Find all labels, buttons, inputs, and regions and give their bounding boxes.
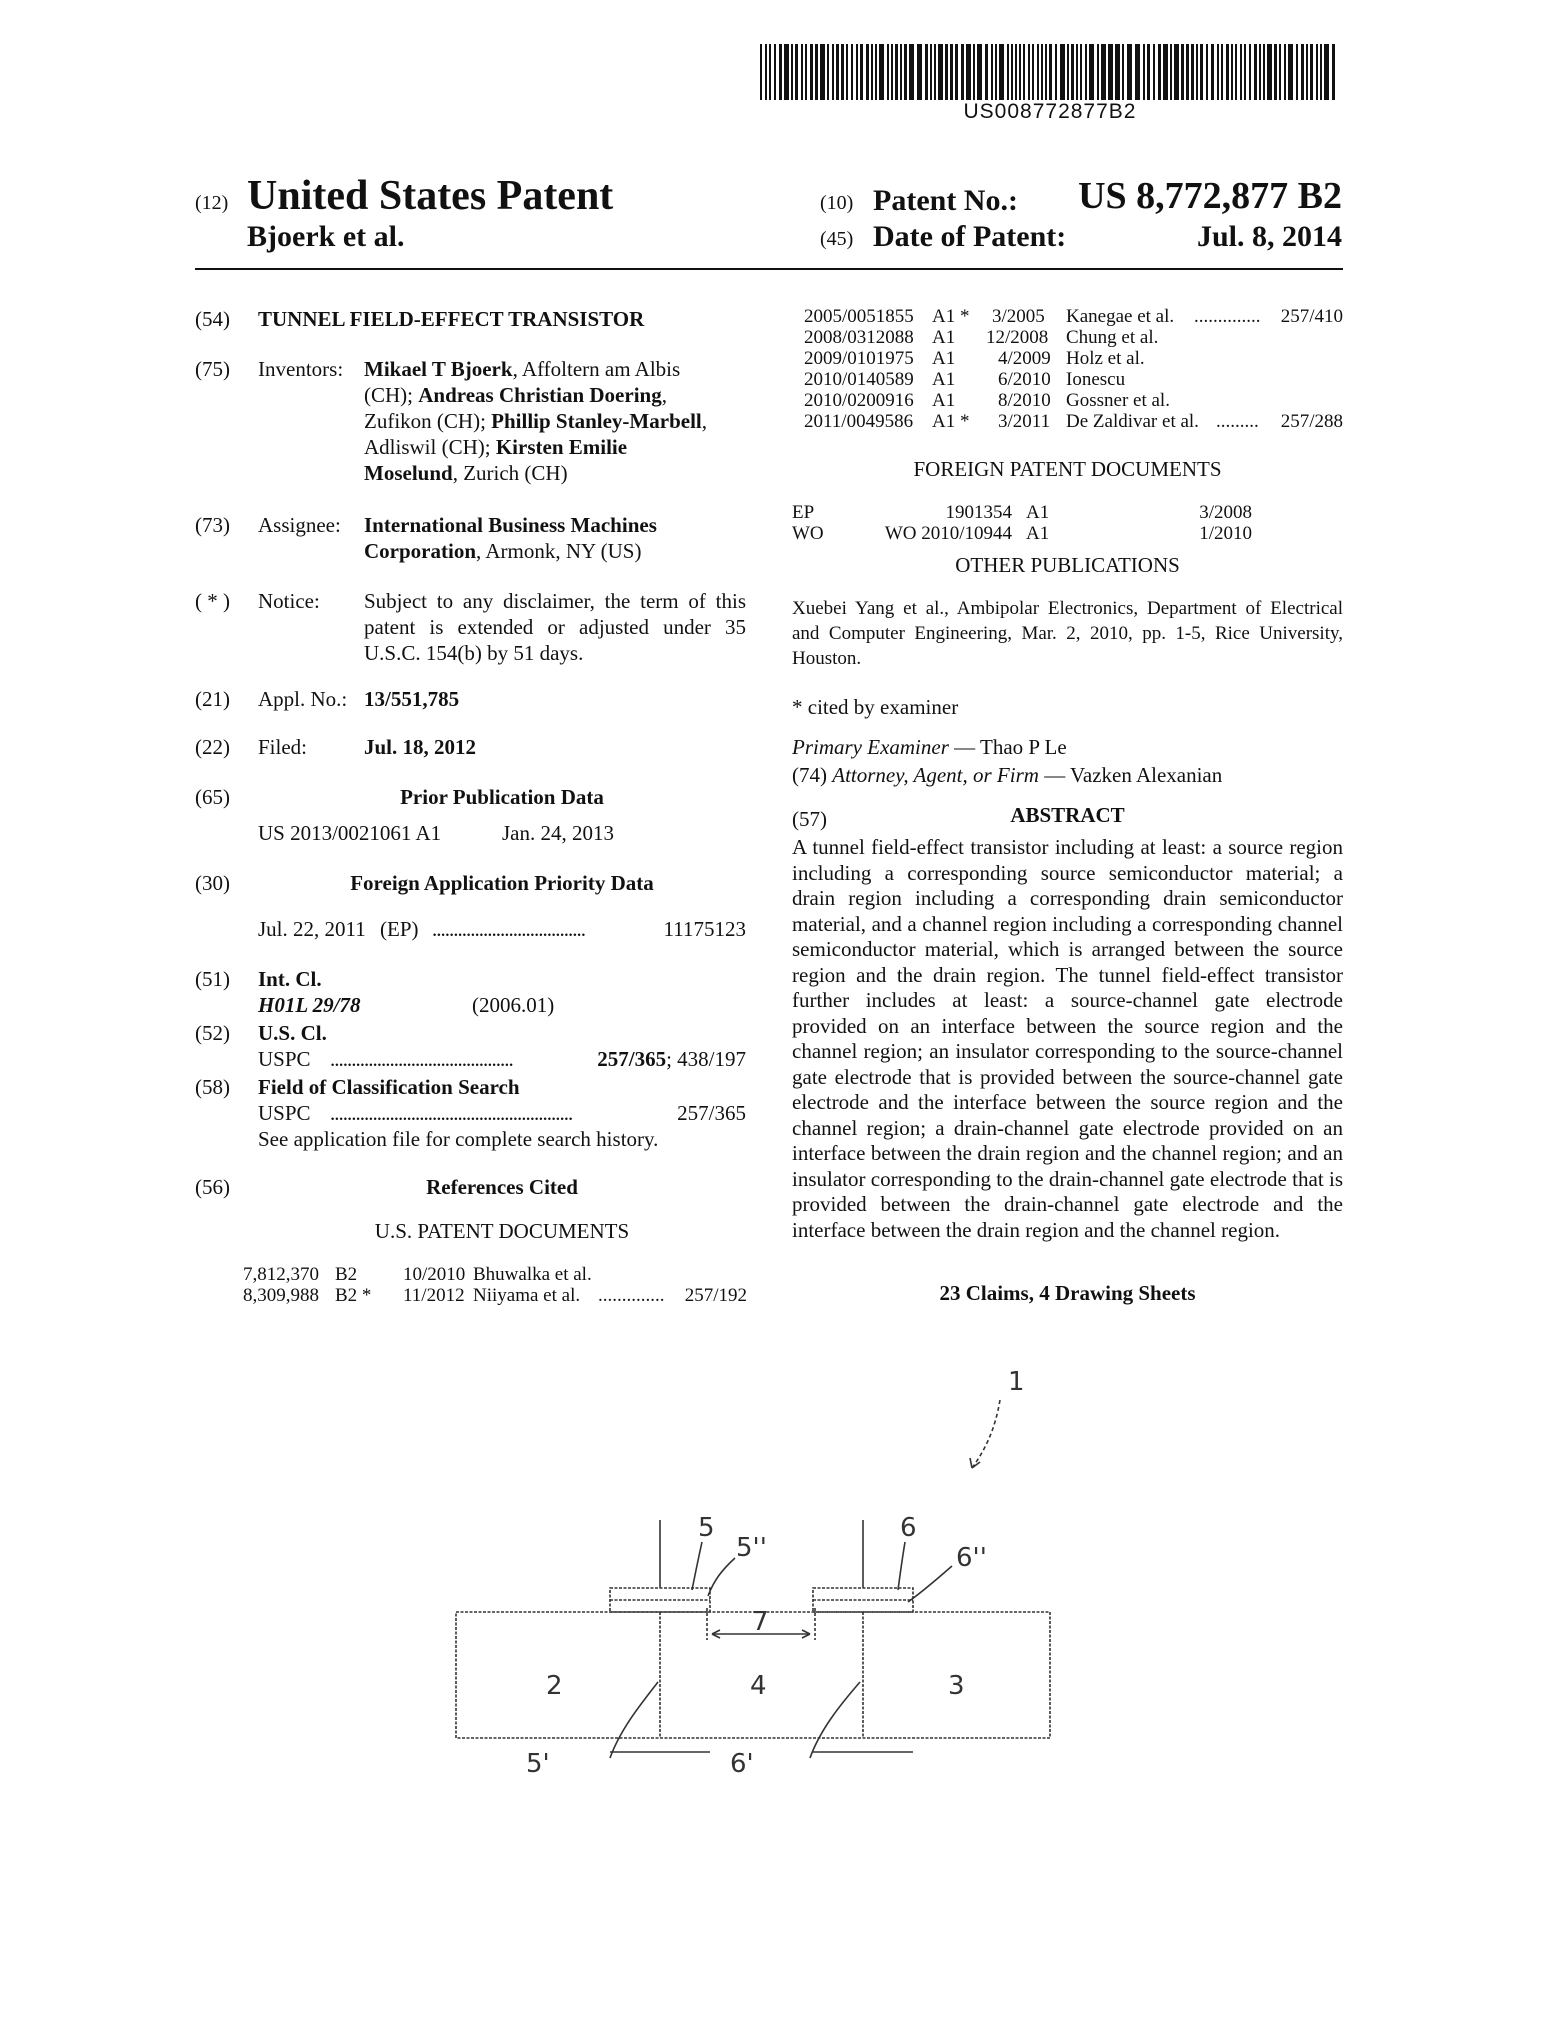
barcode-bar <box>950 44 953 100</box>
barcode-bar <box>1301 44 1304 100</box>
appl-no: 13/551,785 <box>364 687 460 711</box>
right-ref-list <box>804 306 1343 432</box>
ref-row <box>804 369 1343 390</box>
barcode-bar <box>1254 44 1257 100</box>
leader-5 <box>692 1542 702 1590</box>
ref-kind: A1 * <box>932 411 970 432</box>
barcode-bar <box>827 44 829 100</box>
inventor-loc: Zufikon (CH); <box>364 409 492 433</box>
ref-date: 12/2008 <box>986 327 1049 348</box>
barcode-bar <box>1226 44 1229 100</box>
field-search-uspc: USPC <box>258 1101 311 1125</box>
foreign-row <box>792 502 1252 523</box>
ref-date: 8/2010 <box>998 390 1051 411</box>
code-45: (45) <box>820 228 854 250</box>
ref-row <box>804 390 1343 411</box>
other-pub-line: Xuebei Yang et al., Ambipolar Electronics, Department of Electrical <box>792 598 1343 619</box>
barcode-bar <box>1181 44 1184 100</box>
label-5: 5 <box>698 1513 715 1543</box>
examiner-line <box>792 734 1067 760</box>
barcode-bar <box>1158 44 1161 100</box>
barcode-bar <box>1108 44 1113 100</box>
inventor-loc: (CH); <box>364 383 419 407</box>
ref-number: 2008/0312088 <box>804 327 914 348</box>
barcode-bar <box>1259 44 1261 100</box>
barcode-bar <box>1244 44 1246 100</box>
inventor-name: Andreas Christian Doering <box>418 383 662 407</box>
code-12: (12) <box>195 192 229 214</box>
us-cl-rest: ; 438/197 <box>666 1047 746 1071</box>
barcode-bar <box>832 44 834 100</box>
barcode-bar <box>904 44 907 100</box>
barcode-bar <box>1122 44 1124 100</box>
ref-date: 4/2009 <box>998 348 1051 369</box>
notice-line: U.S.C. 154(b) by 51 days. <box>364 641 584 665</box>
barcode-bar <box>1186 44 1189 100</box>
ref-kind: B2 <box>335 1264 358 1285</box>
ref-number: 7,812,370 <box>243 1264 319 1285</box>
document-number: US008772877B2 <box>963 100 1137 123</box>
barcode-bar <box>961 44 964 100</box>
code-30: (30) <box>195 871 230 895</box>
label-5pp: 5'' <box>736 1533 767 1563</box>
barcode-bar <box>1174 44 1179 100</box>
barcode-bar <box>1310 44 1313 100</box>
label-1: 1 <box>1008 1367 1025 1397</box>
notice-label: Notice: <box>258 589 320 613</box>
barcode-bar <box>1320 44 1322 100</box>
assignee-label: Assignee: <box>258 513 341 537</box>
ref-row <box>243 1264 747 1285</box>
barcode-bar <box>1085 44 1087 100</box>
barcode-bar <box>871 44 873 100</box>
notice-line: patent is extended or adjusted under 35 <box>364 615 746 639</box>
ref-row <box>804 306 1343 327</box>
barcode-bar <box>860 44 863 100</box>
inventor-name: Kirsten Emilie <box>495 435 628 459</box>
barcode-bar <box>1011 44 1013 100</box>
barcode-bar <box>1267 44 1272 100</box>
assignee-block <box>364 512 657 564</box>
barcode-bar <box>909 44 914 100</box>
barcode-bar <box>1306 44 1308 100</box>
barcode-bar <box>1067 44 1069 100</box>
label-7: 7 <box>752 1607 769 1637</box>
leader-6pp <box>908 1566 952 1602</box>
barcode-bar <box>760 44 762 100</box>
barcode-bar <box>1200 44 1203 100</box>
us-cl-main: 257/365 <box>597 1047 667 1071</box>
leader-5p <box>610 1682 658 1758</box>
us-cl-value <box>597 1046 746 1072</box>
foreign-number: 1901354 <box>945 502 1012 523</box>
foreign-docs-heading: FOREIGN PATENT DOCUMENTS <box>913 457 1222 481</box>
assignee-name: International Business Machines <box>364 513 657 537</box>
barcode-bar <box>1089 44 1094 100</box>
barcode-bar <box>1101 44 1106 100</box>
ref-number: 2010/0200916 <box>804 390 914 411</box>
field-search-dots: ......................................................... <box>330 1101 573 1125</box>
barcode-bar <box>1060 44 1065 100</box>
barcode-bar <box>1015 44 1017 100</box>
priority-country: (EP) <box>380 917 419 941</box>
label-5p: 5' <box>526 1749 550 1779</box>
ref-date: 11/2012 <box>403 1285 465 1306</box>
code-21: (21) <box>195 687 230 711</box>
barcode-bar <box>1007 44 1009 100</box>
barcode-bar <box>805 44 807 100</box>
priority-date: Jul. 22, 2011 <box>258 917 366 941</box>
barcode-bar <box>1191 44 1194 100</box>
barcode-bar <box>1071 44 1074 100</box>
inventors-block <box>364 356 744 486</box>
invention-title: TUNNEL FIELD-EFFECT TRANSISTOR <box>258 307 645 331</box>
inventor-loc: , Zurich (CH) <box>452 461 568 485</box>
barcode-bar <box>1206 44 1208 100</box>
code-51: (51) <box>195 967 230 991</box>
barcode-bar <box>991 44 993 100</box>
code-52: (52) <box>195 1021 230 1045</box>
barcode-bar <box>934 44 936 100</box>
header-rule <box>195 268 1343 270</box>
us-docs-heading: U.S. PATENT DOCUMENTS <box>374 1219 630 1243</box>
foreign-kind: A1 <box>1026 502 1050 523</box>
barcode-bar <box>879 44 884 100</box>
barcode-bar <box>1296 44 1298 100</box>
barcode-bar <box>820 44 825 100</box>
barcode-bar <box>900 44 902 100</box>
notice-line: Subject to any disclaimer, the term of this <box>364 589 746 613</box>
abstract-heading: ABSTRACT <box>1010 803 1125 827</box>
inventor-loc: , Affoltern am Albis <box>512 357 681 381</box>
ref-dots: .............. <box>598 1285 665 1306</box>
barcode-bar <box>945 44 948 100</box>
ref-number: 8,309,988 <box>243 1285 319 1306</box>
barcode-bar <box>810 44 813 100</box>
barcode-bar <box>1211 44 1214 100</box>
barcode-bar <box>815 44 818 100</box>
field-search-note: See application file for complete search history. <box>258 1127 659 1151</box>
claims-summary: 23 Claims, 4 Drawing Sheets <box>939 1281 1196 1305</box>
ref-kind: A1 <box>932 390 956 411</box>
barcode-bar <box>977 44 982 100</box>
barcode-bar <box>938 44 943 100</box>
barcode-bar <box>1163 44 1168 100</box>
barcode-bar <box>1274 44 1277 100</box>
barcode-bar <box>801 44 803 100</box>
leader-6p <box>810 1682 860 1758</box>
ref-kind: A1 <box>932 327 956 348</box>
ref-row <box>804 411 1343 432</box>
abstract-text: A tunnel field-effect transistor including at least: a source region including a corresponding source semiconductor material; a drain region including a corresponding drain semiconductor material, and a channel region including a corresponding channel semiconductor material, which is arranged between the source region and the drain region. The tunnel field-effect transistor further includes at least: a source-channel gate electrode provided on an interface between the source region and the channel region; an insulator corresponding to the source-channel gate electrode that is provided between the source-channel gate electrode and the interface between the source region and the channel region; a drain-channel gate electrode provided on an interface between the drain region and the channel region; and an insulator corresponding to the drain-channel gate electrode that is provided between the drain-channel gate electrode and the interface between the drain region and the channel region. <box>792 835 1343 1242</box>
barcode-bar <box>1324 44 1329 100</box>
ref-number: 2009/0101975 <box>804 348 914 369</box>
inventor-name: Phillip Stanley-Marbell <box>491 409 702 433</box>
barcode-bar <box>966 44 971 100</box>
field-search-label: Field of Classification Search <box>258 1075 520 1099</box>
foreign-priority-heading: Foreign Application Priority Data <box>350 871 654 895</box>
label-6: 6 <box>900 1513 917 1543</box>
int-cl-year: (2006.01) <box>472 993 555 1017</box>
code-10: (10) <box>820 192 854 214</box>
ref-name: Gossner et al. <box>1066 390 1170 411</box>
ref-date: 10/2010 <box>403 1264 466 1285</box>
ref-name: Niiyama et al. <box>473 1285 581 1306</box>
ref-kind: A1 * <box>932 306 970 327</box>
ref-kind: A1 <box>932 369 956 390</box>
label-3: 3 <box>948 1671 965 1701</box>
ref-name: Holz et al. <box>1066 348 1145 369</box>
ref-name: Ionescu <box>1066 369 1126 390</box>
ref-class: 257/288 <box>1280 411 1343 432</box>
label-6p: 6' <box>730 1749 754 1779</box>
barcode-bar <box>973 44 975 100</box>
code-54: (54) <box>195 307 230 331</box>
ref-dots: .............. <box>1194 306 1261 327</box>
appl-no-label: Appl. No.: <box>258 687 348 711</box>
priority-number: 11175123 <box>663 917 746 941</box>
filed-date: Jul. 18, 2012 <box>364 735 477 759</box>
foreign-country: WO <box>792 523 824 544</box>
references-heading: References Cited <box>426 1175 578 1199</box>
inventor-loc: Adliswil (CH); <box>364 435 496 459</box>
leader-1 <box>972 1400 1000 1468</box>
barcode-bar <box>1055 44 1057 100</box>
other-pub-heading: OTHER PUBLICATIONS <box>955 553 1180 577</box>
inventor-loc: , <box>661 383 667 407</box>
barcode-bar <box>856 44 858 100</box>
ref-class: 257/192 <box>684 1285 747 1306</box>
barcode-bar <box>791 44 793 100</box>
barcode-bar <box>795 44 798 100</box>
barcode-bar <box>891 44 893 100</box>
us-cl-label: U.S. Cl. <box>258 1021 327 1045</box>
barcode-bar <box>841 44 844 100</box>
attorney-label: Attorney, Agent, or Firm <box>832 763 1039 787</box>
prior-pub-date: Jan. 24, 2013 <box>502 821 614 845</box>
barcode-bar <box>930 44 932 100</box>
date-label: Date of Patent: <box>873 220 1067 253</box>
barcode-bar <box>1147 44 1150 100</box>
ref-dots: ......... <box>1216 411 1259 432</box>
attorney-line <box>792 762 1222 788</box>
prior-pub-number: US 2013/0021061 A1 <box>258 821 442 845</box>
barcode-bar <box>765 44 767 100</box>
code-57: (57) <box>792 807 827 831</box>
barcode-bar <box>1316 44 1318 100</box>
patent-date: Jul. 8, 2014 <box>1196 220 1342 253</box>
barcode-bar <box>866 44 869 100</box>
code-22: (22) <box>195 735 230 759</box>
code-notice: ( * ) <box>195 589 230 613</box>
code-56: (56) <box>195 1175 230 1199</box>
ref-name: Kanegae et al. <box>1066 306 1175 327</box>
int-cl-label: Int. Cl. <box>258 967 322 991</box>
int-cl-class: H01L 29/78 <box>258 993 361 1017</box>
inventor-name: Mikael T Bjoerk <box>364 357 513 381</box>
us-cl-dots: ........................................... <box>330 1047 513 1071</box>
barcode-bar <box>1028 44 1030 100</box>
barcode-bar <box>1049 44 1052 100</box>
barcode-bar <box>1135 44 1140 100</box>
barcode-bar <box>955 44 958 100</box>
barcode-bar <box>769 44 771 100</box>
barcode-bar <box>999 44 1004 100</box>
foreign-kind: A1 <box>1026 523 1050 544</box>
barcode-bar <box>1235 44 1237 100</box>
barcode-bar <box>846 44 848 100</box>
prior-pub-heading: Prior Publication Data <box>400 785 604 809</box>
ref-number: 2005/0051855 <box>804 306 914 327</box>
inventor-loc: , <box>701 409 707 433</box>
barcode-bar <box>1045 44 1047 100</box>
notice-text <box>364 588 746 666</box>
cited-note: * cited by examiner <box>792 695 959 719</box>
barcode-bar <box>1170 44 1172 100</box>
ref-row <box>804 327 1343 348</box>
barcode-bar <box>1076 44 1078 100</box>
barcode-bar <box>985 44 988 100</box>
other-pub-line: Houston. <box>792 648 862 669</box>
attorney-name: — Vazken Alexanian <box>1038 763 1223 787</box>
barcode-bar <box>1019 44 1021 100</box>
foreign-country: EP <box>792 502 815 523</box>
barcode-bar <box>1196 44 1198 100</box>
ref-name: Bhuwalka et al. <box>473 1264 592 1285</box>
filed-label: Filed: <box>258 735 308 759</box>
ref-number: 2011/0049586 <box>804 411 914 432</box>
patent-heading: United States Patent <box>247 173 614 219</box>
foreign-ref-list <box>792 502 1252 544</box>
code-75: (75) <box>195 357 230 381</box>
ref-date: 3/2005 <box>992 306 1045 327</box>
ref-number: 2010/0140589 <box>804 369 914 390</box>
authors: Bjoerk et al. <box>247 220 405 253</box>
barcode-bar <box>1240 44 1242 100</box>
barcode-bar <box>1115 44 1120 100</box>
barcode-bar <box>1284 44 1286 100</box>
foreign-number: WO 2010/10944 <box>884 523 1012 544</box>
foreign-date: 3/2008 <box>1199 502 1252 523</box>
field-search-value: 257/365 <box>677 1101 746 1125</box>
barcode-bar <box>1153 44 1155 100</box>
barcode-bar <box>1143 44 1145 100</box>
ref-row <box>243 1285 747 1306</box>
code-74: (74) <box>792 763 827 787</box>
barcode-bar <box>1037 44 1039 100</box>
barcode-bar <box>1263 44 1265 100</box>
us-cl-uspc: USPC <box>258 1047 311 1071</box>
code-73: (73) <box>195 513 230 537</box>
barcode-bar <box>1249 44 1251 100</box>
label-2: 2 <box>546 1671 563 1701</box>
barcode-bar <box>887 44 889 100</box>
barcode-bar <box>1231 44 1233 100</box>
priority-dots: .................................... <box>432 917 585 941</box>
other-pub-text <box>792 596 1343 671</box>
barcode <box>758 44 1342 100</box>
barcode-bar <box>1097 44 1099 100</box>
barcode-bar <box>784 44 789 100</box>
assignee-location: , Armonk, NY (US) <box>476 539 642 563</box>
barcode-bar <box>1221 44 1223 100</box>
barcode-bar <box>774 44 776 100</box>
patent-no-label: Patent No.: <box>873 184 1018 217</box>
ref-kind: A1 <box>932 348 956 369</box>
code-58: (58) <box>195 1075 230 1099</box>
barcode-bar <box>836 44 839 100</box>
barcode-bar <box>1332 44 1335 100</box>
ref-row <box>804 348 1343 369</box>
ref-kind: B2 * <box>335 1285 372 1306</box>
figure-transistor <box>440 1360 1080 1780</box>
barcode-bar <box>1279 44 1281 100</box>
barcode-bar <box>779 44 782 100</box>
assignee-name: Corporation <box>364 539 476 563</box>
other-pub-line: and Computer Engineering, Mar. 2, 2010, pp. 1-5, Rice University, <box>792 623 1343 644</box>
inventors-label: Inventors: <box>258 357 344 381</box>
barcode-bar <box>875 44 877 100</box>
barcode-bar <box>1127 44 1132 100</box>
examiner-name: — Thao P Le <box>948 735 1067 759</box>
barcode-bar <box>1080 44 1082 100</box>
patent-number: US 8,772,877 B2 <box>1078 175 1342 217</box>
leader-5pp <box>708 1558 735 1596</box>
barcode-bar <box>851 44 853 100</box>
code-65: (65) <box>195 785 230 809</box>
foreign-row <box>792 523 1252 544</box>
ref-class: 257/410 <box>1280 306 1343 327</box>
barcode-bar <box>995 44 997 100</box>
ref-date: 3/2011 <box>998 411 1051 432</box>
label-6pp: 6'' <box>956 1543 987 1573</box>
barcode-bar <box>1217 44 1219 100</box>
leader-6 <box>898 1542 905 1590</box>
label-4: 4 <box>750 1671 767 1701</box>
us-ref-list <box>243 1264 747 1306</box>
foreign-date: 1/2010 <box>1199 523 1252 544</box>
barcode-bar <box>1288 44 1293 100</box>
examiner-label: Primary Examiner <box>792 735 949 759</box>
ref-date: 6/2010 <box>998 369 1051 390</box>
ref-name: De Zaldivar et al. <box>1066 411 1199 432</box>
inventor-name: Moselund <box>364 461 453 485</box>
barcode-bar <box>1032 44 1034 100</box>
barcode-bar <box>917 44 922 100</box>
barcode-bar <box>925 44 928 100</box>
barcode-bar <box>1023 44 1025 100</box>
barcode-bar <box>895 44 898 100</box>
barcode-bar <box>1041 44 1043 100</box>
ref-name: Chung et al. <box>1066 327 1159 348</box>
